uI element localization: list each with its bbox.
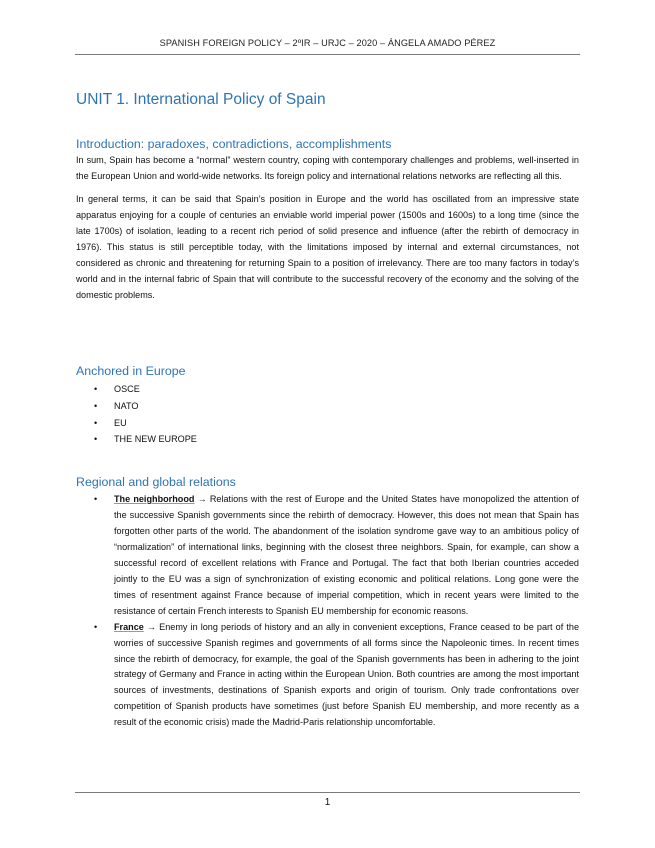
list-item: • NATO (76, 398, 579, 415)
arrow-symbol: → (194, 494, 210, 504)
france-text: Enemy in long periods of history and an ally in convenient exceptions, France ceased to be part of the worries of successive Spanish regimes and governments of all forms since the Napoleonic times. In recent times since the rebirth of democracy, for example, the goal of the Spanish governments has been in adhering to the joint strategy of Germany and France in acting within the European Union. Both countries are among the most important sources of investments, destinations of Spanish exports and origin of tourism. Only trade confrontations over competition of Spanish products have sometimes (just before Spanish EU membership, and more recently as a result of the economic crisis) made the Madrid-Paris relationship uncomfortable. (114, 621, 579, 728)
list-item: • EU (76, 415, 579, 432)
introduction-paragraph-2: In general terms, it can be said that Spain’s position in Europe and the world has oscillated from an impressive state apparatus enjoying for a couple of centuries an enviable world imperial power (1500s and 1600s) to a long time (since the late 1700s) of isolation, leading to a recent rich period of solid presence and influence (after the rebirth of democracy in 1976). This status is still perceptible today, with the limitations imposed by internal and external circumstances, not considered as chronic and threatening for returning Spain to a position of irrelevancy. There are too many factors in today’s world and in the internal fabric of Spain that will contribute to the successful recovery of the economy and the solving of the domestic problems. (76, 194, 579, 300)
anchored-list (76, 381, 579, 448)
regional-section (76, 474, 579, 731)
running-header: SPANISH FOREIGN POLICY – 2ºIR – URJC – 2020 – ÁNGELA AMADO PÉREZ (159, 38, 496, 48)
introduction-paragraph-1: In sum, Spain has become a “normal” western country, coping with contemporary challenges and problems, well-inserted in the European Union and world-wide networks. Its foreign policy and international relations networks are reflecting all this. (76, 155, 579, 181)
list-item-neighborhood (76, 492, 579, 620)
regional-heading: Regional and global relations (76, 475, 236, 489)
footer-divider (75, 792, 580, 793)
list-item: • THE NEW EUROPE (76, 431, 579, 448)
anchored-section (76, 363, 579, 448)
list-item-france (76, 620, 579, 732)
introduction-heading: Introduction: paradoxes, contradictions, accomplishments (76, 137, 392, 151)
introduction-section (76, 136, 579, 303)
unit-title: UNIT 1. International Policy of Spain (76, 91, 326, 108)
header-divider (75, 54, 580, 55)
keyword-neighborhood: The neighborhood (114, 494, 195, 504)
keyword-france: France (114, 621, 144, 632)
neighborhood-text: Relations with the rest of Europe and the United States have monopolized the attention of the successive Spanish governments since the rebirth of democracy. However, this does not mean that Spain has forgotten other parts of the world. The abandonment of the isolation syndrome gave way to an ambitious policy of “normalization” of international links, beginning with the closest three neighbors. Spain, for example, can show a successful record of excellent relations with France and Portugal. The fact that both Iberian countries acceded jointly to the EU was a sign of synchronization of existing economic and political relations. Long gone were the times of resentment against France because of imperial competition, which in recent years were limited to the resistance of certain French interests to Spanish EU membership for economic reasons. (114, 494, 579, 616)
anchored-heading: Anchored in Europe (76, 364, 186, 378)
page-number: 1 (324, 797, 331, 808)
regional-list (76, 492, 579, 731)
arrow-symbol: → (143, 621, 160, 632)
list-item: • OSCE (76, 381, 579, 398)
